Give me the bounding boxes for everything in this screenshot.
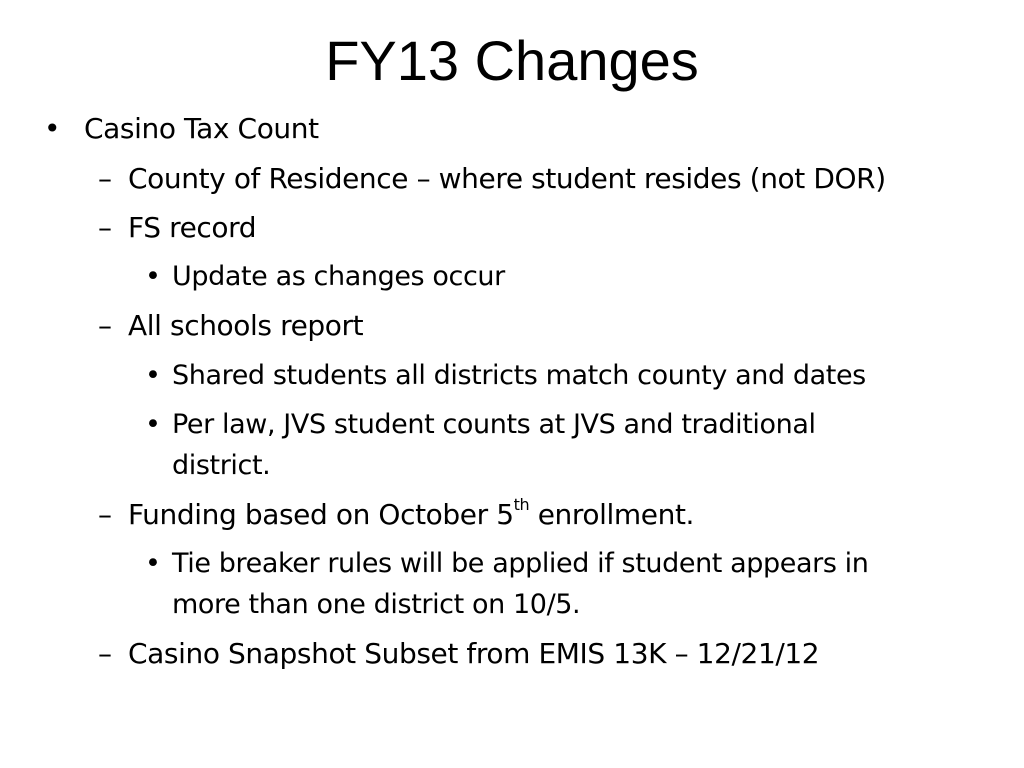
sub-sub-bullet-per-law-jvs: Per law, JVS student counts at JVS and traditional: [172, 409, 816, 440]
funding-text-after: enrollment.: [529, 498, 695, 531]
dash-marker: –: [98, 162, 112, 195]
ordinal-superscript: th: [513, 494, 530, 514]
bullet-marker: •: [145, 261, 161, 292]
sub-bullet-county-of-residence: County of Residence – where student resides (not DOR): [128, 162, 886, 195]
dash-marker: –: [98, 211, 112, 244]
funding-text-before: Funding based on October 5: [128, 498, 514, 531]
sub-sub-bullet-shared-students: Shared students all districts match county and dates: [172, 360, 866, 391]
bullet-marker: •: [44, 112, 61, 145]
sub-bullet-all-schools-report: All schools report: [128, 309, 364, 342]
dash-marker: –: [98, 309, 112, 342]
dash-marker: –: [98, 498, 112, 531]
sub-bullet-fs-record: FS record: [128, 211, 257, 244]
sub-sub-bullet-per-law-jvs-continued: district.: [172, 450, 271, 481]
bullet-casino-tax-count: Casino Tax Count: [84, 112, 319, 145]
sub-sub-bullet-tie-breaker: Tie breaker rules will be applied if student appears in: [172, 548, 869, 579]
bullet-marker: •: [145, 548, 161, 579]
sub-bullet-funding-based: [128, 495, 694, 535]
slide-title: FY13 Changes: [325, 29, 699, 92]
sub-bullet-casino-snapshot: Casino Snapshot Subset from EMIS 13K – 12/21/12: [128, 637, 820, 670]
bullet-marker: •: [145, 409, 161, 440]
dash-marker: –: [98, 637, 112, 670]
sub-sub-bullet-update-changes: Update as changes occur: [172, 261, 505, 292]
sub-sub-bullet-tie-breaker-continued: more than one district on 10/5.: [172, 589, 581, 620]
bullet-marker: •: [145, 360, 161, 391]
